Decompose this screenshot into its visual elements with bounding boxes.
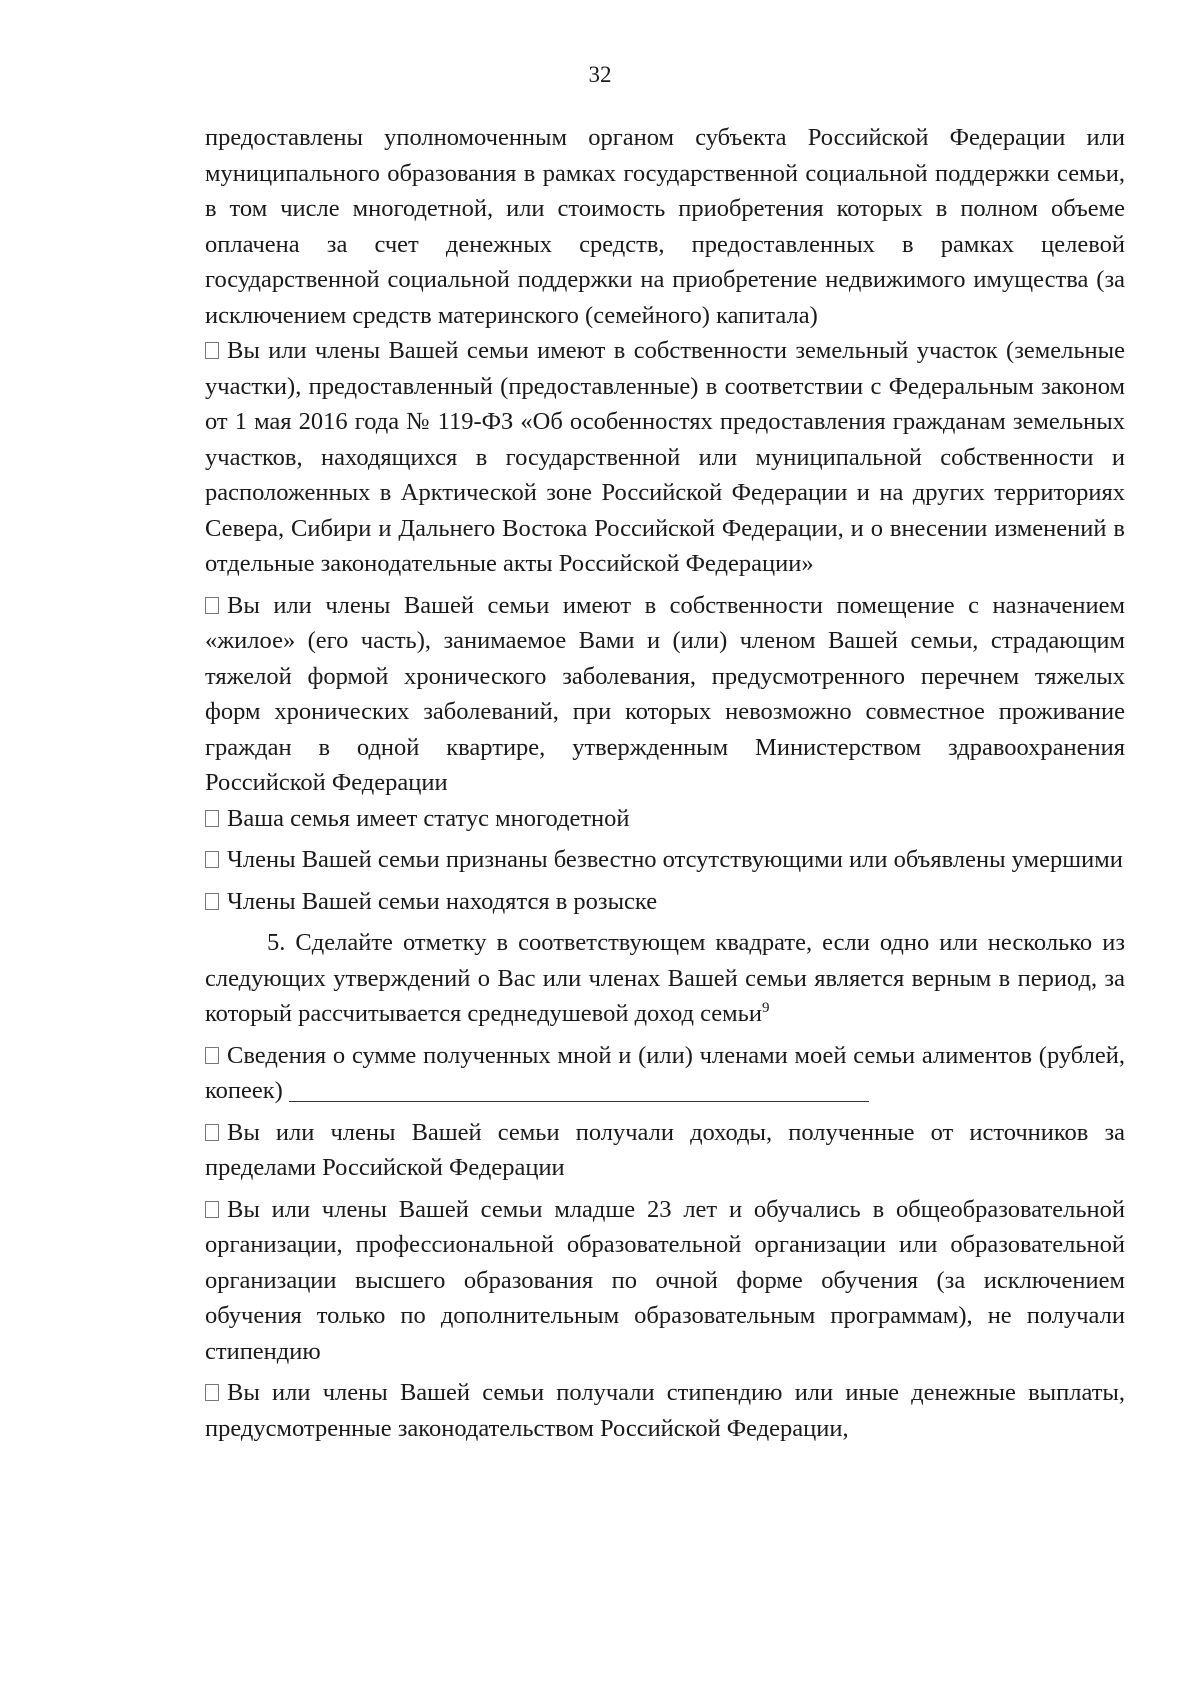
page-number: 32 bbox=[588, 62, 612, 87]
checkbox[interactable] bbox=[205, 1384, 219, 1401]
section-instruction-text: 5. Сделайте отметку в соответствующем квадрате, если одно или несколько из следующих утверждений о Вас или членах Вашей семьи является верным в период, за который рассчитывается среднедушевой доход семьи bbox=[205, 929, 1125, 1027]
checkbox-item-wanted-members bbox=[205, 884, 1125, 920]
paragraph-text: предоставлены уполномоченным органом субъекта Российской Федерации или муниципального образования в рамках государственной социальной поддержки семьи, в том числе многодетной, или стоимость приобретения которых в полном объеме оплачена за счет денежных средств, предоставленных в рамках целевой государственной социальной поддержки на приобретение недвижимого имущества (за исключением средств материнского (семейного) капитала) bbox=[205, 124, 1125, 329]
checkbox-item-residential-premises bbox=[205, 588, 1125, 801]
checkbox[interactable] bbox=[205, 851, 219, 868]
checkbox-label: Ваша семья имеет статус многодетной bbox=[227, 804, 630, 832]
checkbox-item-alimony bbox=[205, 1038, 1125, 1109]
checkbox-item-land-plot bbox=[205, 333, 1125, 582]
checkbox[interactable] bbox=[205, 342, 219, 359]
checkbox-item-students-no-stipend bbox=[205, 1192, 1125, 1370]
checkbox[interactable] bbox=[205, 1124, 219, 1141]
section-5-instruction bbox=[205, 925, 1125, 1032]
document-body bbox=[205, 120, 1125, 1446]
checkbox-label: Члены Вашей семьи признаны безвестно отсутствующими или объявлены умершими bbox=[227, 846, 1123, 873]
checkbox-label: Сведения о сумме полученных мной и (или) членами моей семьи алиментов (рублей, копеек) bbox=[205, 1041, 1125, 1104]
checkbox-item-stipend bbox=[205, 1375, 1125, 1446]
checkbox-item-missing-members bbox=[205, 842, 1125, 878]
checkbox[interactable] bbox=[205, 1201, 219, 1218]
checkbox-label: Вы или члены Вашей семьи младше 23 лет и обучались в общеобразовательной организации, профессиональной образовательной организации или образовательной организации высшего образования по очной форме обучения (за исключением обучения только по дополнительным образовательным программам), не получали стипендию bbox=[205, 1195, 1125, 1365]
checkbox-label: Вы или члены Вашей семьи получали доходы, полученные от источников за пределами Российской Федерации bbox=[205, 1118, 1125, 1181]
paragraph-continuation bbox=[205, 120, 1125, 333]
checkbox-item-foreign-income bbox=[205, 1115, 1125, 1186]
checkbox[interactable] bbox=[205, 810, 219, 827]
checkbox-item-large-family bbox=[205, 801, 1125, 837]
checkbox-label: Члены Вашей семьи находятся в розыске bbox=[227, 887, 658, 915]
checkbox-label: Вы или члены Вашей семьи имеют в собственности помещение с назначением «жилое» (его часть), занимаемое Вами и (или) членом Вашей семьи, страдающим тяжелой формой хронического заболевания, предусмотренного перечнем тяжелых форм хронических заболеваний, при которых невозможно совместное проживание граждан в одной квартире, утвержденным Министерством здравоохранения Российской Федерации bbox=[205, 591, 1125, 796]
checkbox[interactable] bbox=[205, 893, 219, 910]
checkbox[interactable] bbox=[205, 1047, 219, 1064]
checkbox-label: Вы или члены Вашей семьи имеют в собственности земельный участок (земельные участки), предоставленный (предоставленные) в соответствии с Федеральным законом от 1 мая 2016 года № 119-ФЗ «Об особенностях предоставления гражданам земельных участков, находящихся в государственной или муниципальной собственности и расположенных в Арктической зоне Российской Федерации и на других территориях Севера, Сибири и Дальнего Востока Российской Федерации, и о внесении изменений в отдельные законодательные акты Российской Федерации» bbox=[205, 337, 1125, 577]
footnote-reference: 9 bbox=[761, 999, 770, 1016]
alimony-amount-field[interactable] bbox=[289, 1079, 869, 1102]
checkbox[interactable] bbox=[205, 597, 219, 614]
checkbox-label: Вы или члены Вашей семьи получали стипендию или иные денежные выплаты, предусмотренные законодательством Российской Федерации, bbox=[205, 1379, 1125, 1442]
